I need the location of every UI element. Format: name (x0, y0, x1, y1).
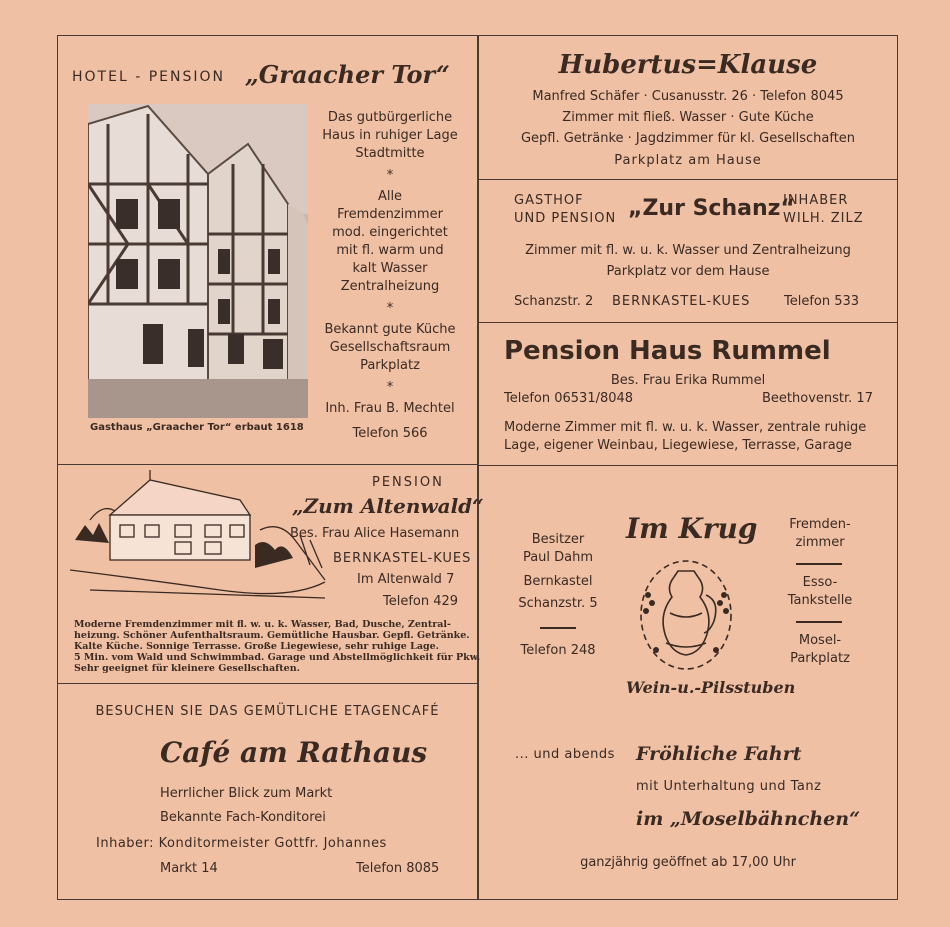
krug-right-5: Mosel- (798, 633, 842, 648)
altenwald-house-drawing (70, 470, 330, 615)
krug-subtitle: Wein-u.-Pilsstuben (626, 678, 796, 697)
jug-wreath-illustration (636, 555, 736, 675)
rummel-owner: Bes. Frau Erika Rummel (610, 373, 766, 388)
krug-right-divider-2 (796, 621, 842, 623)
altenwald-street: Im Altenwald 7 (357, 572, 455, 587)
krug-line-2: mit Unterhaltung und Tanz (636, 779, 822, 794)
krug-owner-3: Bernkastel (523, 574, 593, 589)
cafe-street: Markt 14 (160, 861, 218, 876)
rummel-street: Beethovenstr. 17 (762, 391, 873, 406)
krug-phone: Telefon 248 (520, 643, 596, 658)
graacher-owner: Inh. Frau B. Mechtel (325, 401, 455, 416)
hubertus-name: Hubertus=Klause (558, 50, 818, 80)
graacher-desc-7: mit fl. warm und (336, 243, 444, 258)
hubertus-line-2: Zimmer mit fließ. Wasser · Gute Küche (562, 110, 814, 125)
hubertus-line-4: Parkplatz am Hause (614, 153, 762, 168)
krug-name: Im Krug (626, 512, 758, 545)
graacher-desc-1: Das gutbürgerliche (327, 110, 453, 125)
graacher-desc-2: Haus in ruhiger Lage (322, 128, 458, 143)
krug-right-2: zimmer (795, 535, 845, 550)
cafe-line-2: Bekannte Fach-Konditorei (160, 810, 326, 825)
krug-right-divider-1 (796, 563, 842, 565)
graacher-star-2: * (386, 301, 394, 316)
graacher-desc-8: kalt Wasser (352, 261, 428, 276)
schanz-gasthof: GASTHOF (514, 193, 584, 208)
graacher-name: „Graacher Tor“ (245, 60, 450, 89)
schanz-inhaber: INHABER (783, 193, 849, 208)
graacher-desc-3: Stadtmitte (355, 146, 425, 161)
graacher-desc-6: mod. eingerichtet (332, 225, 448, 240)
hubertus-line-3: Gepfl. Getränke · Jagdzimmer für kl. Gesellschaften (520, 131, 856, 146)
krug-fahrt: Fröhliche Fahrt (636, 743, 802, 765)
altenwald-name: „Zum Altenwald“ (292, 494, 484, 518)
cafe-line-1: Herrlicher Blick zum Markt (160, 786, 333, 801)
altenwald-phone: Telefon 429 (383, 594, 459, 609)
graacher-phone: Telefon 566 (352, 426, 428, 441)
altenwald-desc-1: Moderne Fremdenzimmer mit fl. w. u. k. Wasser, Bad, Dusche, Zentral- (74, 619, 451, 630)
schanz-phone: Telefon 533 (784, 294, 860, 309)
hubertus-line-1: Manfred Schäfer · Cusanusstr. 26 · Telefon 8045 (532, 89, 844, 104)
schanz-line-1: Zimmer mit fl. w. u. k. Wasser und Zentralheizung (525, 243, 851, 258)
krug-evening: ... und abends (515, 747, 615, 762)
schanz-line-2: Parkplatz vor dem Hause (606, 264, 770, 279)
schanz-town: BERNKASTEL-KUES (612, 294, 751, 309)
graacher-star-3: * (386, 380, 394, 395)
graacher-star-1: * (386, 168, 394, 183)
altenwald-desc-3: Kalte Küche. Sonnige Terrasse. Große Liegewiese, sehr ruhige Lage. (74, 641, 439, 652)
cafe-line-3: Inhaber: Konditormeister Gottfr. Johannes (96, 836, 387, 851)
schanz-street: Schanzstr. 2 (514, 294, 594, 309)
graacher-desc-9: Zentralheizung (340, 279, 440, 294)
altenwald-owner: Bes. Frau Alice Hasemann (290, 526, 460, 541)
graacher-hotel-prefix: HOTEL - PENSION (72, 69, 225, 85)
graacher-desc-11: Gesellschaftsraum (329, 340, 451, 355)
graacher-desc-10: Bekannt gute Küche (324, 322, 456, 337)
altenwald-desc-4: 5 Min. vom Wald und Schwimmbad. Garage und Abstellmöglichkeit für Pkw. (74, 652, 481, 663)
schanz-owner: WILH. ZILZ (783, 211, 864, 226)
cafe-headline: BESUCHEN SIE DAS GEMÜTLICHE ETAGENCAFÉ (95, 704, 440, 719)
krug-hours: ganzjährig geöffnet ab 17,00 Uhr (580, 855, 796, 870)
krug-right-3: Esso- (802, 575, 838, 590)
altenwald-desc-5: Sehr geeignet für kleinere Gesellschaften. (74, 663, 300, 674)
krug-boat: im „Moselbähnchen“ (636, 808, 861, 830)
krug-left-divider (540, 627, 576, 629)
rummel-name: Pension Haus Rummel (504, 336, 831, 366)
schanz-und-pension: UND PENSION (514, 211, 617, 226)
rummel-line-1: Moderne Zimmer mit fl. w. u. k. Wasser, zentrale ruhige (504, 420, 867, 435)
half-timbered-house-photo (88, 104, 308, 418)
schanz-name: „Zur Schanz“ (628, 196, 795, 221)
cafe-phone: Telefon 8085 (356, 861, 440, 876)
krug-owner-4: Schanzstr. 5 (518, 596, 598, 611)
graacher-desc-5: Fremdenzimmer (337, 207, 443, 222)
krug-owner-1: Besitzer (531, 532, 585, 547)
graacher-desc-12: Parkplatz (360, 358, 420, 373)
rummel-line-2: Lage, eigener Weinbau, Liegewiese, Terrasse, Garage (504, 438, 852, 453)
altenwald-desc-2: heizung. Schöner Aufenthaltsraum. Gemütliche Hausbar. Gepfl. Getränke. (74, 630, 470, 641)
altenwald-pension: PENSION (372, 475, 444, 490)
rummel-phone: Telefon 06531/8048 (504, 391, 634, 406)
altenwald-town: BERNKASTEL-KUES (333, 551, 472, 566)
graacher-photo-caption: Gasthaus „Graacher Tor“ erbaut 1618 (90, 422, 304, 433)
krug-owner-2: Paul Dahm (522, 550, 594, 565)
krug-right-1: Fremden- (789, 517, 851, 532)
cafe-name: Café am Rathaus (160, 736, 428, 769)
graacher-desc-4: Alle (377, 189, 403, 204)
krug-right-6: Parkplatz (790, 651, 850, 666)
krug-right-4: Tankstelle (787, 593, 853, 608)
